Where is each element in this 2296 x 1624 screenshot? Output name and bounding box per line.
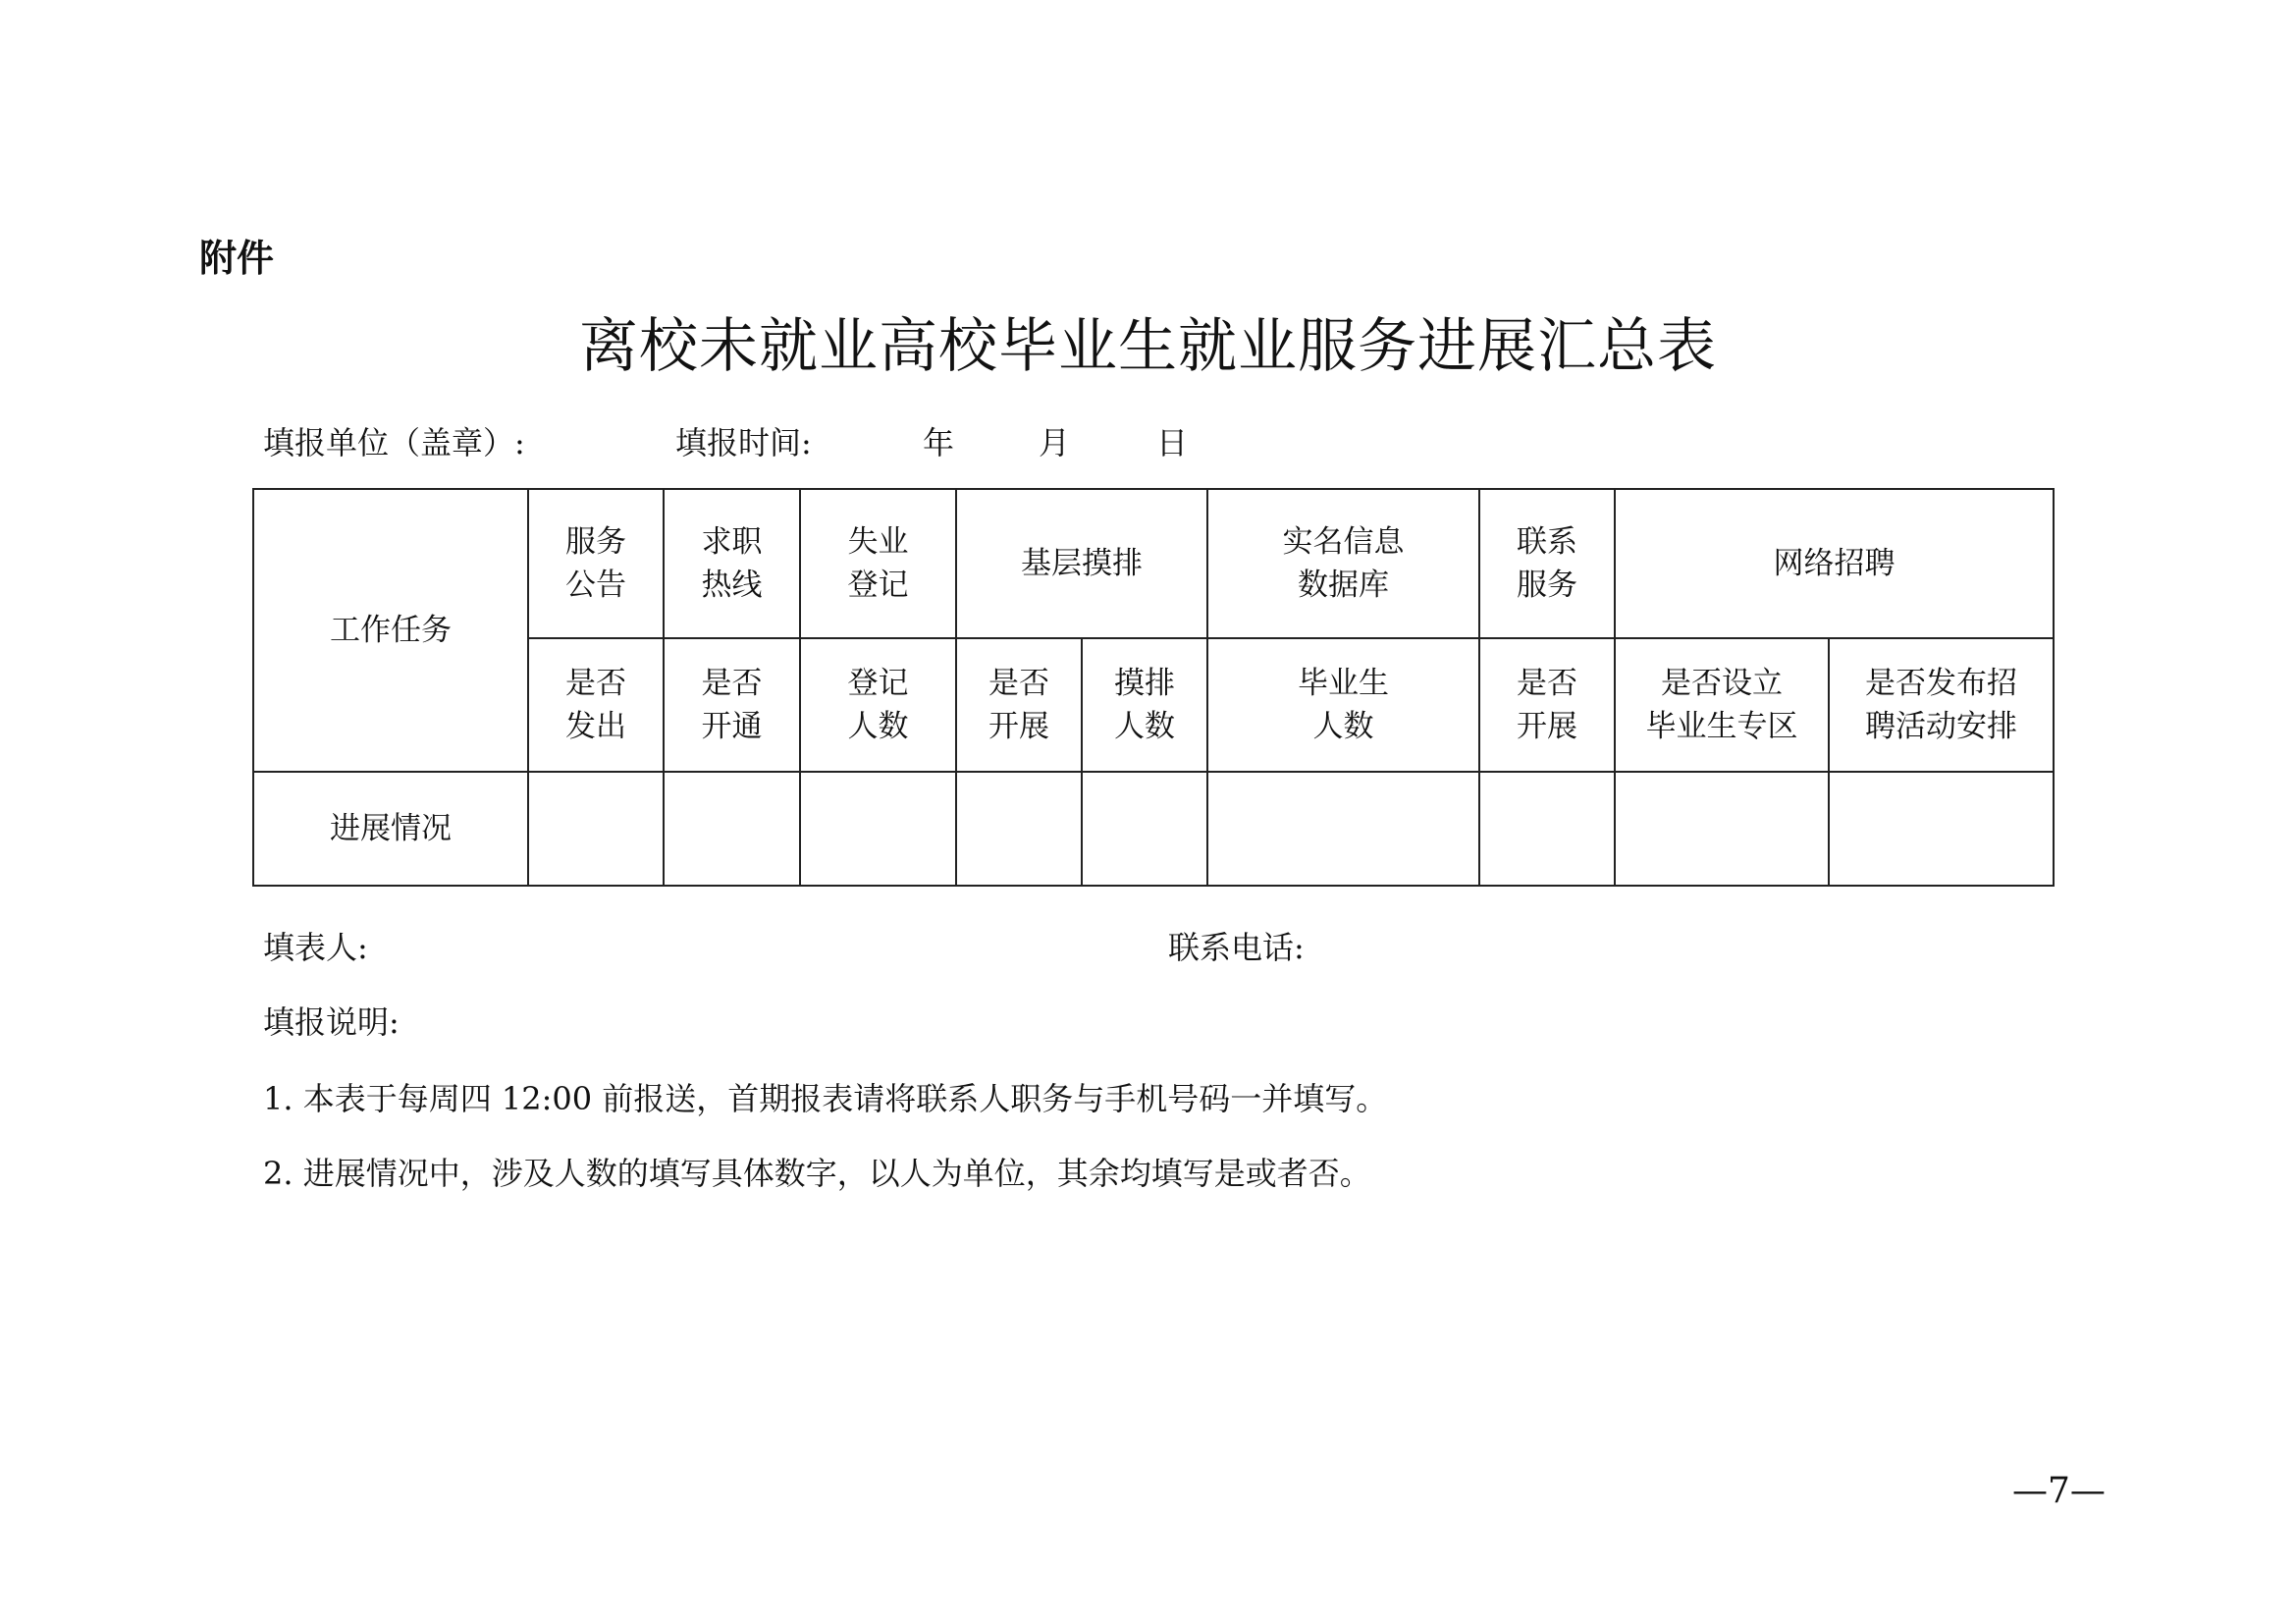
page-number: —7—: [2012, 1471, 2106, 1511]
subheader-cell: 是否设立 毕业生专区: [1615, 638, 1829, 772]
task-header-cell: 工作任务: [253, 489, 528, 772]
subheader-cell: 登记 人数: [800, 638, 956, 772]
notes-label: 填报说明:: [263, 1003, 400, 1041]
group-header-cell: 实名信息 数据库: [1207, 489, 1479, 638]
progress-header-cell: 进展情况: [253, 772, 528, 886]
filler-label: 填表人:: [263, 929, 368, 966]
year-label: 年: [923, 424, 955, 461]
note-item-1: 1. 本表于每周四 12:00 前报送，首期报表请将联系人职务与手机号码一并填写。: [263, 1080, 1388, 1117]
subheader-cell: 摸排 人数: [1082, 638, 1207, 772]
progress-input-cell[interactable]: [1082, 772, 1207, 886]
fill-time-label: 填报时间:: [675, 424, 812, 461]
phone-label: 联系电话:: [1168, 929, 1305, 966]
subheader-cell: 是否 开展: [1479, 638, 1615, 772]
group-header-cell: 求职 热线: [664, 489, 800, 638]
progress-input-cell[interactable]: [1479, 772, 1615, 886]
fill-unit-label: 填报单位（盖章）:: [263, 424, 525, 461]
group-header-cell: 联系 服务: [1479, 489, 1615, 638]
summary-table: [252, 488, 2055, 887]
group-header-cell: 服务 公告: [528, 489, 664, 638]
note-item-2: 2. 进展情况中，涉及人数的填写具体数字，以人为单位，其余均填写是或者否。: [263, 1155, 1371, 1192]
document-title: 离校未就业高校毕业生就业服务进展汇总表: [579, 312, 1717, 381]
table-header-row: [253, 489, 2054, 638]
subheader-cell: 是否 发出: [528, 638, 664, 772]
progress-input-cell[interactable]: [1207, 772, 1479, 886]
attachment-label: 附件: [199, 237, 275, 280]
progress-input-cell[interactable]: [800, 772, 956, 886]
progress-input-cell[interactable]: [664, 772, 800, 886]
progress-input-cell[interactable]: [1829, 772, 2054, 886]
progress-row: [253, 772, 2054, 886]
subheader-cell: 是否 开展: [956, 638, 1082, 772]
progress-input-cell[interactable]: [528, 772, 664, 886]
subheader-cell: 是否 开通: [664, 638, 800, 772]
month-label: 月: [1039, 424, 1071, 461]
group-header-cell: 网络招聘: [1615, 489, 2054, 638]
day-label: 日: [1156, 424, 1189, 461]
subheader-cell: 毕业生 人数: [1207, 638, 1479, 772]
progress-input-cell[interactable]: [1615, 772, 1829, 886]
progress-input-cell[interactable]: [956, 772, 1082, 886]
group-header-cell: 基层摸排: [956, 489, 1207, 638]
subheader-cell: 是否发布招 聘活动安排: [1829, 638, 2054, 772]
group-header-cell: 失业 登记: [800, 489, 956, 638]
